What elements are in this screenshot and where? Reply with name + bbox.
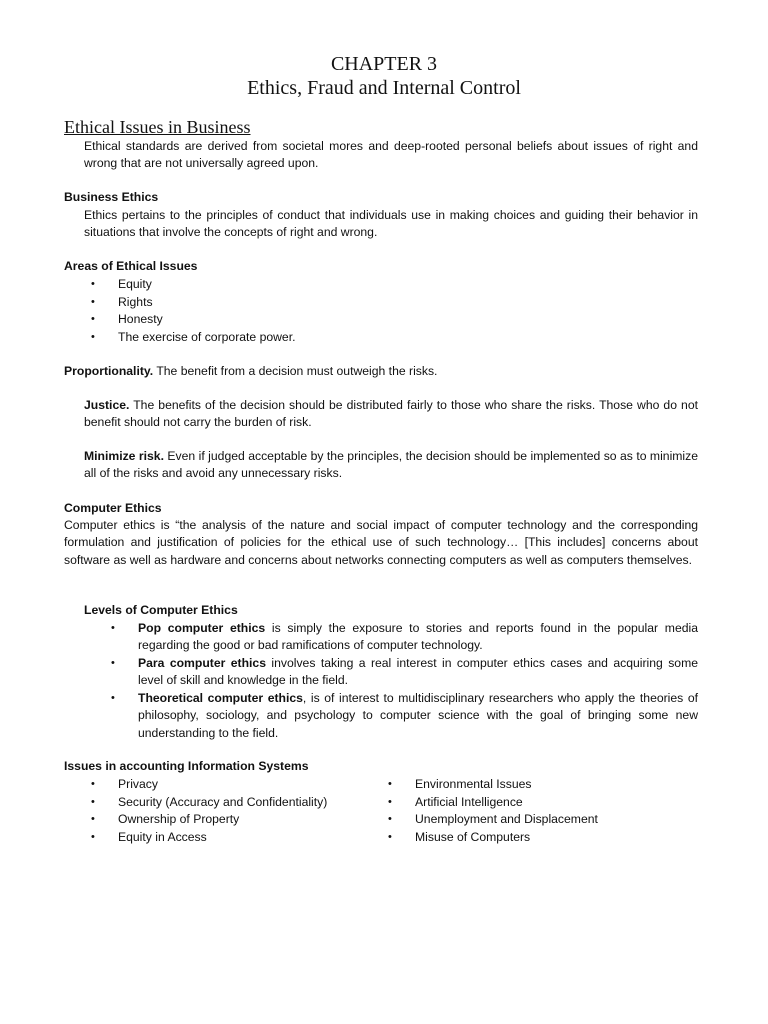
section-heading: Ethical Issues in Business [64, 117, 251, 137]
level-item-para: • Para computer ethics involves taking a real interest in computer ethics cases and acquiring some level of skill and knowledge in the field. [111, 656, 699, 688]
bullet-icon: • [91, 795, 95, 808]
list-item: • Ownership of Property [118, 811, 378, 829]
computer-ethics-paragraph: Computer ethics is “the analysis of the nature and social impact of computer technology and the corresponding formulation and justification of policies for the ethical use of such technology… [This includes] concerns about software as well as hardware and concerns about networks connecting computers as well as computers themselves. [64, 518, 698, 567]
bullet-icon: • [91, 278, 95, 290]
proportionality-paragraph: Proportionality. The benefit from a decision must outweigh the risks. [64, 364, 438, 378]
bullet-icon: • [388, 778, 392, 790]
intro-paragraph: Ethical standards are derived from societal mores and deep-rooted personal beliefs about issues of right and wrong that are not universally agreed upon. [84, 139, 698, 171]
list-item: • The exercise of corporate power. [118, 329, 678, 347]
bullet-icon: • [111, 692, 115, 704]
list-item: • Artificial Intelligence [415, 794, 695, 812]
minimize-risk-paragraph: Minimize risk. Even if judged acceptable by the principles, the decision should be implemented so as to minimize all of the risks and avoid any unnecessary risks. [84, 449, 699, 481]
list-item: • Security (Accuracy and Confidentiality) [118, 794, 378, 812]
proportionality-term: Proportionality. [64, 364, 154, 378]
list-item: • Privacy [118, 776, 378, 794]
levels-heading: Levels of Computer Ethics [84, 603, 238, 617]
level-item-theoretical: • Theoretical computer ethics, is of interest to multidisciplinary researchers who apply the theories of philosophy, sociology, and psychology to computer science with the goal of bringing some new understanding to the field. [111, 691, 698, 740]
bullet-icon: • [388, 813, 392, 825]
areas-heading: Areas of Ethical Issues [64, 259, 198, 273]
bullet-icon: • [388, 795, 392, 808]
bullet-icon: • [388, 830, 392, 843]
issues-heading: Issues in accounting Information Systems [64, 759, 309, 773]
list-item: • Equity in Access [118, 829, 378, 847]
justice-paragraph: Justice. The benefits of the decision should be distributed fairly to those who share the risks. Those who do not benefit should not carry the burden of risk. [84, 398, 698, 430]
level-item-pop: • Pop computer ethics is simply the exposure to stories and reports found in the popular media regarding the good or bad ramifications of computer technology. [111, 621, 698, 653]
bullet-icon: • [91, 330, 95, 343]
bullet-icon: • [91, 778, 95, 790]
bullet-icon: • [91, 295, 95, 308]
bullet-icon: • [91, 813, 95, 825]
chapter-title: Ethics, Fraud and Internal Control [247, 77, 521, 99]
bullet-icon: • [111, 622, 115, 634]
list-item: • Unemployment and Displacement [415, 811, 695, 829]
list-item: • Environmental Issues [415, 776, 695, 794]
business-ethics-paragraph: Ethics pertains to the principles of conduct that individuals use in making choices and guiding their behavior in situations that involve the concepts of right and wrong. [84, 208, 698, 240]
computer-ethics-heading: Computer Ethics [64, 501, 162, 515]
justice-term: Justice. [84, 398, 130, 412]
minimize-risk-term: Minimize risk. [84, 449, 164, 463]
areas-list [91, 276, 678, 346]
list-item: • Honesty [118, 311, 678, 329]
list-item: • Equity [118, 276, 678, 294]
bullet-icon: • [91, 830, 95, 843]
chapter-number: CHAPTER 3 [330, 53, 438, 75]
business-ethics-heading: Business Ethics [64, 190, 159, 204]
issues-list-left [91, 776, 378, 846]
issues-list-right [388, 776, 695, 846]
bullet-icon: • [91, 313, 95, 325]
list-item: • Rights [118, 294, 678, 312]
bullet-icon: • [111, 657, 115, 669]
list-item: • Misuse of Computers [415, 829, 695, 847]
